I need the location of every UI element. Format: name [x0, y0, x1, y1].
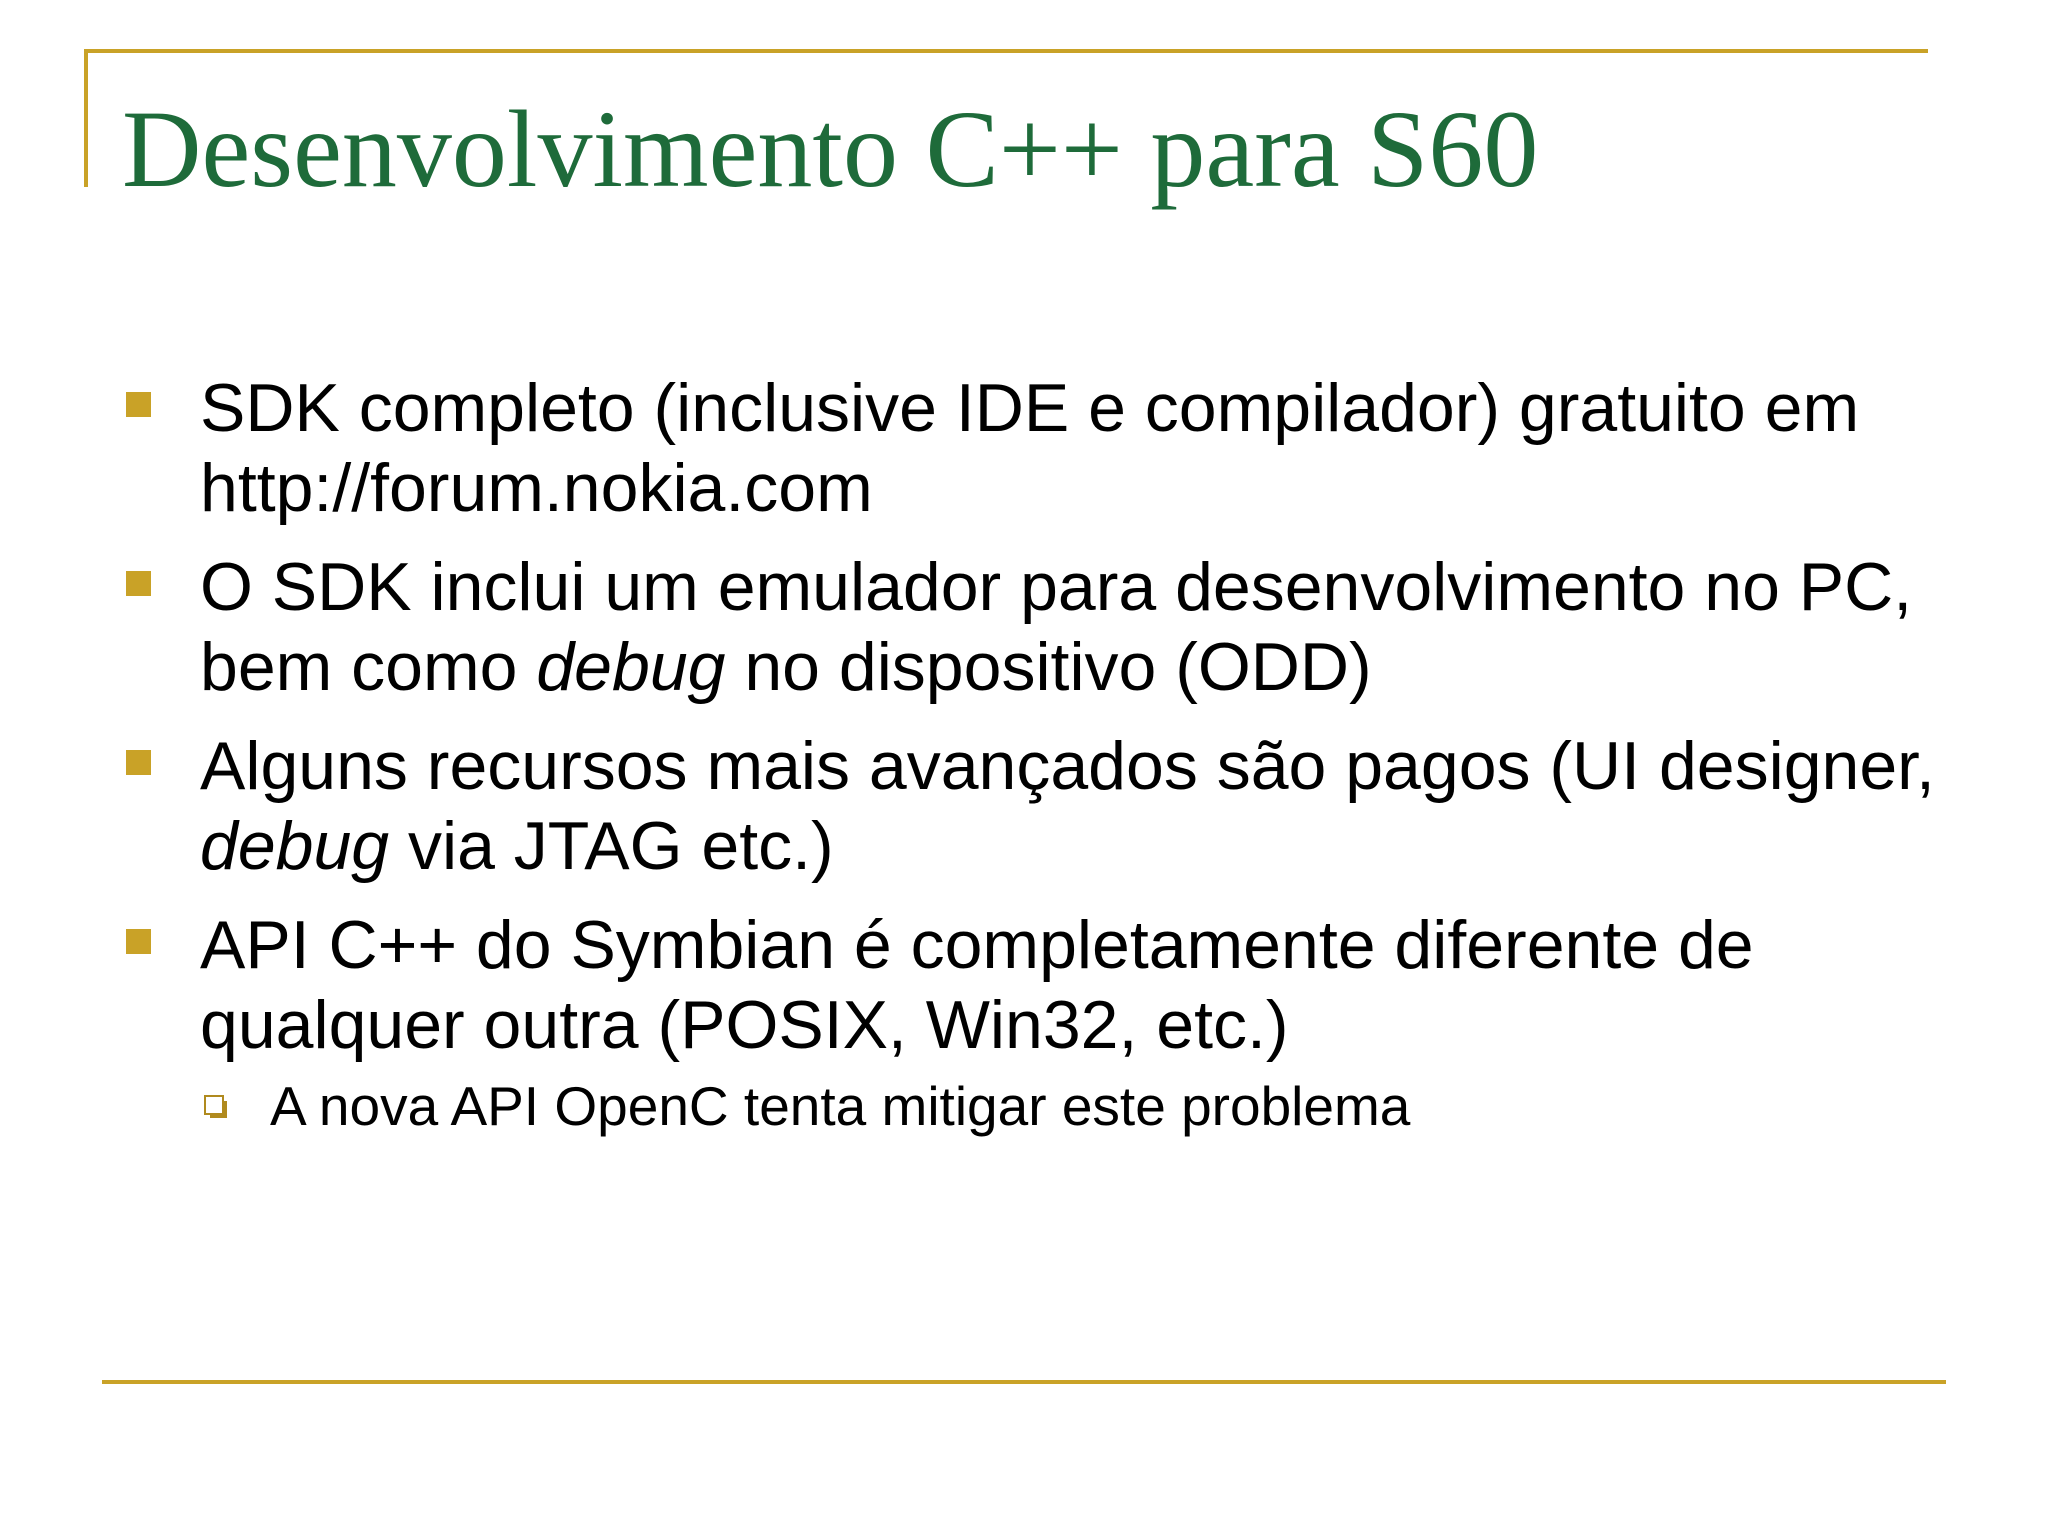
bullet-emphasis: debug: [536, 629, 726, 705]
sub-bullet-text: A nova API OpenC tenta mitigar este problema: [270, 1075, 1411, 1137]
bullet-text: Alguns recursos mais avançados são pagos (UI designer,: [200, 728, 1935, 804]
bullet-item: [118, 726, 1938, 886]
bullet-text: via JTAG etc.): [389, 808, 834, 884]
bullet-item: [118, 368, 1938, 528]
square-bullet-icon: [126, 750, 151, 775]
square-bullet-icon: [126, 392, 151, 417]
sub-bullet-item: [200, 1073, 1938, 1139]
bullet-text: no dispositivo (ODD): [725, 629, 1372, 705]
bullet-list: [118, 368, 1938, 1158]
square-bullet-icon: [126, 571, 151, 596]
bullet-emphasis: debug: [200, 808, 390, 884]
top-divider: [84, 49, 1928, 53]
sub-bullet-list: [200, 1073, 1938, 1139]
bullet-item: [118, 547, 1938, 707]
checkbox-bullet-icon: [204, 1095, 224, 1115]
slide-title: Desenvolvimento C++ para S60: [122, 88, 1539, 210]
left-divider: [84, 49, 88, 187]
bullet-text: O SDK inclui um emulador para desenvolvimento no PC, bem como: [200, 549, 1913, 705]
bullet-text: SDK completo (inclusive IDE e compilador) gratuito em http://forum.nokia.com: [200, 370, 1860, 526]
bottom-divider: [102, 1380, 1946, 1384]
bullet-item: [118, 905, 1938, 1139]
square-bullet-icon: [126, 929, 151, 954]
bullet-text: API C++ do Symbian é completamente diferente de qualquer outra (POSIX, Win32, etc.): [200, 907, 1754, 1063]
